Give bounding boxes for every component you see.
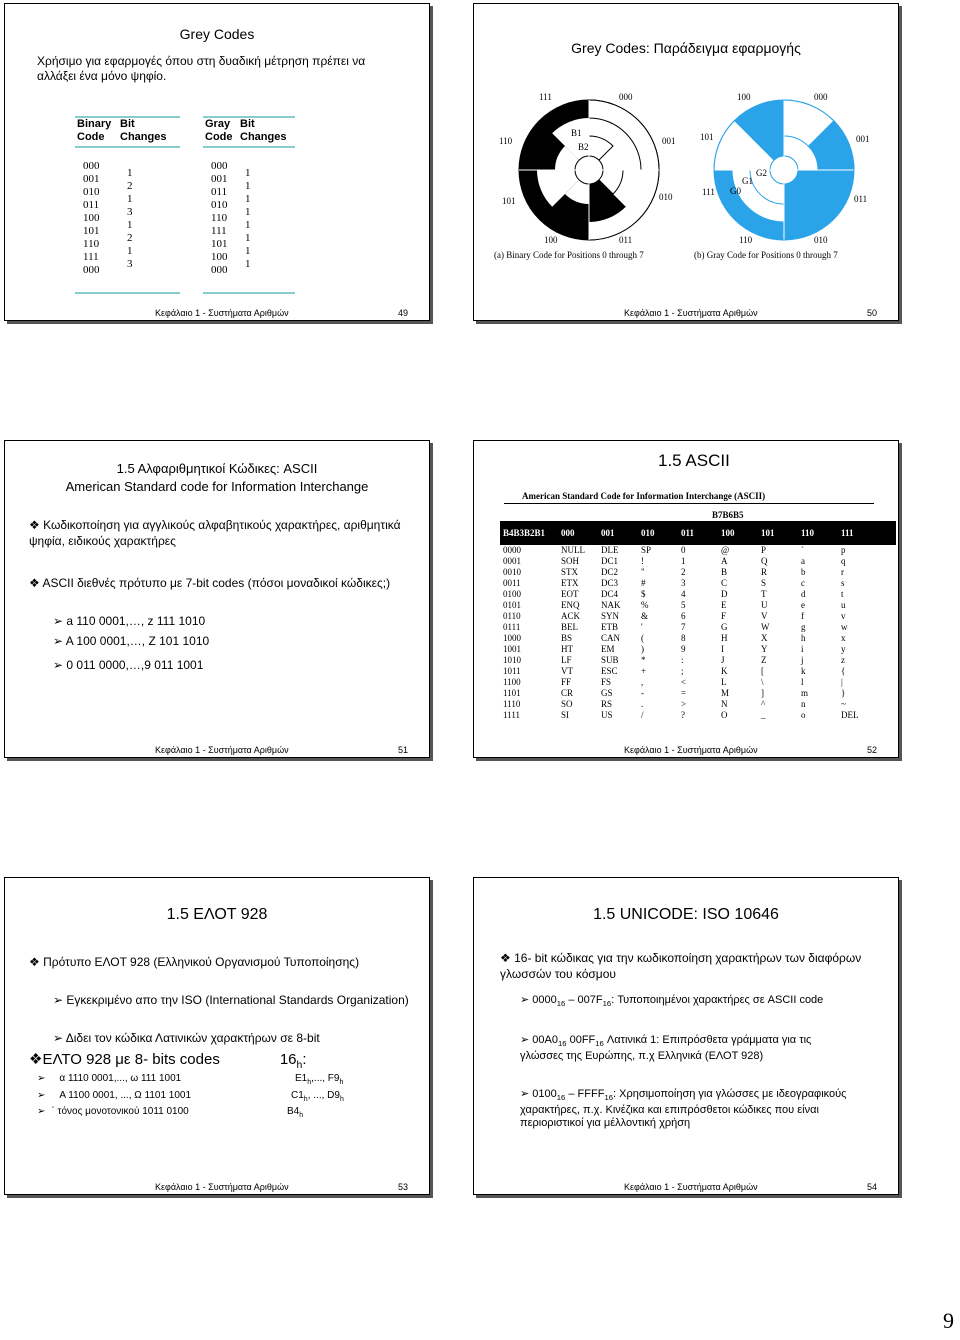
table-cell: SI: [561, 709, 570, 720]
diamond-bullet-icon: ❖: [29, 1051, 43, 1068]
table-cell: 1100: [503, 676, 521, 687]
binary-code: 001: [83, 173, 100, 185]
table-cell: ,: [641, 676, 644, 687]
table-cell: %: [641, 599, 649, 610]
table-cell: e: [801, 599, 805, 610]
table-cell: S: [761, 577, 767, 588]
table-row: [500, 599, 878, 610]
table-cell: ENQ: [561, 599, 580, 610]
table-cell: Q: [761, 555, 768, 566]
table-cell: 0111: [503, 621, 521, 632]
table-row: [500, 588, 878, 599]
gray-code: 001: [211, 173, 228, 185]
table-cell: H: [721, 632, 728, 643]
slide-53: [4, 877, 430, 1195]
table-cell: :: [681, 654, 684, 665]
bullet-item: ❖ Πρότυπο ΕΛΟΤ 928 (Ελληνικού Οργανισμού Τυποποίησης): [29, 955, 360, 969]
table-cell: B: [721, 566, 728, 577]
table-cell: 6: [681, 610, 686, 621]
table-row: [500, 544, 878, 555]
gray-code: 011: [211, 186, 228, 198]
diamond-bullet-icon: ❖: [29, 576, 43, 590]
footer-chapter: Κεφάλαιο 1 - Συστήματα Αριθμών: [155, 1182, 289, 1192]
table-row: [500, 555, 878, 566]
col-header: 100: [721, 527, 735, 538]
bit-label: G1: [742, 176, 753, 186]
gray-code: 010: [211, 199, 228, 211]
table-cell: k: [801, 665, 806, 676]
col-header: 011: [681, 527, 695, 538]
table-cell: v: [841, 610, 846, 621]
col-header: 010: [641, 527, 655, 538]
bullet-item: ❖ ASCII διεθνές πρότυπο με 7-bit codes (πόσοι μοναδικοί κώδικες;): [29, 576, 391, 590]
binary-code: 000: [83, 264, 100, 276]
wheel-label: 100: [737, 92, 751, 102]
slide-50: [473, 3, 899, 321]
table-cell: 0011: [503, 577, 521, 588]
table-cell: NAK: [601, 599, 621, 610]
table-cell: Z: [761, 654, 767, 665]
footer-chapter: Κεφάλαιο 1 - Συστήματα Αριθμών: [155, 745, 289, 755]
table-cell: j: [801, 654, 804, 665]
table-row: [500, 676, 878, 687]
table-cell: EM: [601, 643, 615, 654]
wheel-label: 101: [700, 132, 714, 142]
footer-page: 52: [867, 745, 878, 755]
table-cell: X: [761, 632, 768, 643]
table-cell: ?: [681, 709, 685, 720]
table-cell: 9: [681, 643, 686, 654]
table-row: [500, 687, 878, 698]
binary-code: 010: [83, 186, 100, 198]
bit-label: G0: [730, 186, 741, 196]
table-cell: Y: [761, 643, 768, 654]
table-cell: 1001: [503, 643, 521, 654]
col-header: Gray Code: [205, 118, 233, 143]
table-cell: m: [801, 687, 809, 698]
table-cell: DC2: [601, 566, 619, 577]
table-cell: 0101: [503, 599, 521, 610]
slide-49: [4, 3, 430, 321]
table-cell: 1011: [503, 665, 521, 676]
table-cell: 1: [681, 555, 686, 566]
wheel-label: 110: [739, 235, 753, 245]
footer-page: 51: [398, 745, 409, 755]
table-cell: CR: [561, 687, 574, 698]
table-cell: 8: [681, 632, 686, 643]
sub-item: ➢ a 110 0001,…, z 111 1010: [53, 614, 206, 628]
table-cell: f: [801, 610, 804, 621]
slide-title: Grey Codes: [179, 26, 255, 42]
binary-code: 100: [83, 212, 100, 224]
bit-change: 3: [127, 258, 133, 270]
col-header: Bit Changes: [120, 118, 167, 143]
table-cell: g: [801, 621, 806, 632]
gray-code: 110: [211, 212, 228, 224]
table-cell: ESC: [601, 665, 618, 676]
table-cell: V: [761, 610, 768, 621]
footer-page: 50: [867, 308, 878, 318]
table-cell: -: [641, 687, 644, 698]
table-cell: D: [721, 588, 728, 599]
table-cell: HT: [561, 643, 573, 654]
slide-description: Χρήσιμο για εφαρμογές όπου στη δυαδική μέτρηση πρέπει να αλλάξει ένα μόνο ψηφίο.: [37, 54, 366, 83]
slide-52: [473, 440, 899, 758]
table-cell: !: [641, 555, 644, 566]
page-number: 9: [943, 1308, 954, 1333]
table-cell: s: [841, 577, 845, 588]
slide-54: [473, 877, 899, 1195]
table-cell: ": [641, 566, 645, 577]
table-cell: P: [761, 544, 767, 555]
table-cell: 2: [681, 566, 686, 577]
table-cell: SO: [561, 698, 573, 709]
table-cell: DC3: [601, 577, 619, 588]
table-cell: ;: [681, 665, 684, 676]
bit-change: 3: [127, 206, 133, 218]
table-row: [500, 632, 878, 643]
table-cell: 7: [681, 621, 686, 632]
col-group-header: B7B6B5: [712, 510, 744, 520]
table-cell: \: [761, 676, 764, 687]
table-cell: o: [801, 709, 806, 720]
table-cell: l: [801, 676, 804, 687]
table-cell: r: [841, 566, 844, 577]
diamond-bullet-icon: ❖: [500, 951, 515, 965]
table-cell: L: [721, 676, 727, 687]
sub-item: ➢ 0 011 0000,…,9 011 1001: [53, 658, 204, 672]
table-cell: 1010: [503, 654, 521, 665]
ascii-table: [500, 527, 878, 720]
table-cell: 4: [681, 588, 686, 599]
table-cell: t: [841, 588, 844, 599]
bit-change: 1: [127, 219, 133, 231]
bit-label: B1: [571, 128, 582, 138]
table-cell: FF: [561, 676, 572, 687]
footer-page: 49: [398, 308, 409, 318]
bullet-item: ❖ Κωδικοποίηση για αγγλικούς αλφαβητικούς χαρακτήρες, αριθμητικά ψηφία, ειδικούς χαρακτήρες: [29, 518, 401, 548]
slide-subtitle: American Standard Code for Information Interchange (ASCII): [522, 491, 766, 501]
table-cell: >: [681, 698, 687, 709]
table-cell: 0100: [503, 588, 521, 599]
table-cell: 5: [681, 599, 686, 610]
wheel-label: 010: [814, 235, 828, 245]
table-cell: p: [841, 544, 846, 555]
col-header: 001: [601, 527, 615, 538]
table-cell: 1000: [503, 632, 521, 643]
slide-subtitle: American Standard code for Information Interchange: [65, 479, 369, 494]
table-cell: ACK: [561, 610, 581, 621]
gray-code-table: [75, 116, 295, 296]
slide-51: [4, 440, 430, 758]
bit-change: 2: [127, 180, 133, 192]
bit-change: 2: [127, 232, 133, 244]
table-cell: $: [641, 588, 646, 599]
table-cell: =: [681, 687, 687, 698]
footer-page: 53: [398, 1182, 409, 1192]
table-cell: y: [841, 643, 846, 654]
table-cell: 1101: [503, 687, 521, 698]
table-cell: ]: [761, 687, 764, 698]
table-cell: DC4: [601, 588, 619, 599]
col-header: Binary Code: [77, 118, 112, 143]
table-cell: BS: [561, 632, 573, 643]
sub-item: ➢ $00A0_{16}$ $00FF_{16}$ Λατινικά 1: Επιπρόσθετα γράμματα για τις γλώσσες της Ευρώπης, π.χ Ελληνικά (ΕΛΟΤ 928): [520, 1034, 812, 1063]
table-cell: CAN: [601, 632, 621, 643]
table-cell: |: [841, 676, 843, 687]
table-cell: [: [761, 665, 764, 676]
arrow-bullet-icon: ➢: [53, 634, 66, 648]
table-row: [500, 709, 878, 720]
wheel-label: 100: [544, 235, 558, 245]
bit-change: 1: [245, 219, 251, 231]
table-cell: NULL: [561, 544, 585, 555]
sub-item: ➢ Εγκεκριμένο απο την ISO (International Standards Organization): [53, 993, 409, 1007]
footer-chapter: Κεφάλαιο 1 - Συστήματα Αριθμών: [624, 745, 758, 755]
table-row: [500, 566, 878, 577]
slide-title: 1.5 ΕΛΟΤ 928: [166, 906, 268, 923]
table-cell: `: [801, 544, 804, 555]
table-cell: z: [841, 654, 845, 665]
table-cell: <: [681, 676, 687, 687]
bit-change: 1: [245, 258, 251, 270]
table-cell: 3: [681, 577, 686, 588]
arrow-bullet-icon: ➢: [520, 1034, 533, 1046]
binary-code: 000: [83, 160, 100, 172]
table-cell: SOH: [561, 555, 580, 566]
bit-change: 1: [127, 193, 133, 205]
bit-label: B2: [578, 142, 589, 152]
table-cell: h: [801, 632, 806, 643]
table-cell: 1110: [503, 698, 521, 709]
binary-code: 110: [83, 238, 100, 250]
table-row: [500, 698, 878, 709]
encoder-wheels-figure: [494, 88, 894, 263]
table-row: [500, 643, 878, 654]
wheel-label: 010: [659, 192, 673, 202]
table-cell: C: [721, 577, 728, 588]
table-cell: *: [641, 654, 646, 665]
slide-title: 1.5 UNICODE: ISO 10646: [593, 906, 779, 923]
table-cell: u: [841, 599, 846, 610]
table-cell: O: [721, 709, 728, 720]
code-row: ➢ α 1110 0001,..., ω 111 1001 $E1_h$,..., $F9_h$: [37, 1073, 344, 1086]
col-header: 110: [801, 527, 815, 538]
arrow-bullet-icon: ➢: [520, 994, 533, 1006]
table-cell: G: [721, 621, 728, 632]
table-cell: E: [721, 599, 727, 610]
table-cell: F: [721, 610, 727, 621]
bullet-item: ❖ΕΛΤΟ 928 με 8- bits codes $16_h$:: [29, 1051, 307, 1071]
table-cell: DEL: [841, 709, 859, 720]
table-cell: LF: [561, 654, 572, 665]
col-header: 101: [761, 527, 775, 538]
diamond-bullet-icon: ❖: [29, 955, 44, 969]
caption-a: (a) Binary Code for Positions 0 through 7: [494, 250, 644, 260]
table-cell: }: [841, 687, 846, 698]
footer-page: 54: [867, 1182, 878, 1192]
bit-change: 1: [245, 180, 251, 192]
table-cell: ~: [841, 698, 846, 709]
table-cell: ': [641, 621, 643, 632]
table-cell: /: [641, 709, 644, 720]
table-cell: U: [761, 599, 768, 610]
bullet-item: ❖ 16- bit κώδικας για την κωδικοποίηση χαρακτήρων των διαφόρων γλωσσών του κόσμου: [500, 951, 862, 981]
bit-label: B0: [561, 112, 572, 122]
table-cell: 0000: [503, 544, 521, 555]
table-cell: 0: [681, 544, 686, 555]
binary-code: 101: [83, 225, 100, 237]
table-cell: w: [841, 621, 848, 632]
sub-item: ➢ A 100 0001,…, Z 101 1010: [53, 634, 210, 648]
table-cell: DC1: [601, 555, 619, 566]
table-cell: @: [721, 544, 730, 555]
table-cell: GS: [601, 687, 613, 698]
wheel-label: 000: [814, 92, 828, 102]
wheel-label: 000: [619, 92, 633, 102]
col-header: 111: [841, 527, 854, 538]
caption-b: (b) Gray Code for Positions 0 through 7: [694, 250, 838, 260]
row-group-header: B4B3B2B1: [503, 527, 546, 538]
slide-title: 1.5 ASCII: [658, 451, 730, 470]
wheel-label: 001: [856, 134, 870, 144]
bit-label: G2: [756, 168, 767, 178]
table-cell: SYN: [601, 610, 620, 621]
table-row: [500, 621, 878, 632]
col-header: Bit Changes: [240, 118, 287, 143]
slide-title: 1.5 Αλφαριθμητικοί Κώδικες: ASCII: [116, 461, 318, 476]
table-cell: SP: [641, 544, 652, 555]
arrow-bullet-icon: ➢: [53, 993, 67, 1007]
gray-code: 101: [211, 238, 228, 250]
table-cell: 0001: [503, 555, 521, 566]
arrow-bullet-icon: ➢: [37, 1106, 46, 1117]
table-cell: 0010: [503, 566, 521, 577]
table-cell: d: [801, 588, 806, 599]
table-cell: c: [801, 577, 805, 588]
table-cell: 1111: [503, 709, 520, 720]
wheel-label: 111: [702, 187, 715, 197]
table-cell: M: [721, 687, 730, 698]
table-cell: DLE: [601, 544, 619, 555]
footer-chapter: Κεφάλαιο 1 - Συστήματα Αριθμών: [155, 308, 289, 318]
footer-chapter: Κεφάλαιο 1 - Συστήματα Αριθμών: [624, 1182, 758, 1192]
slide-title: Grey Codes: Παράδειγμα εφαρμογής: [571, 40, 801, 56]
table-cell: a: [801, 555, 805, 566]
wheel-label: 101: [502, 196, 516, 206]
arrow-bullet-icon: ➢: [53, 1031, 66, 1045]
sub-item: ➢ $0100_{16}$ – $FFFF_{16}$: Χρησιμοποίηση για γλώσσες με ιδεογραφικούς χαρακτήρες, π.χ. Κινέζικα και επιπρόσθετοι κώδικες που είναι περιοριστικοί για μέλλοντική χρήση: [520, 1088, 847, 1130]
arrow-bullet-icon: ➢: [53, 658, 67, 672]
table-cell: x: [841, 632, 846, 643]
gray-code: 111: [211, 225, 227, 237]
wheel-label: 011: [619, 235, 633, 245]
bit-change: 1: [127, 167, 133, 179]
table-cell: A: [721, 555, 728, 566]
table-cell: &: [641, 610, 649, 621]
table-row: [500, 665, 878, 676]
table-row: [500, 610, 878, 621]
wheel-label: 111: [539, 92, 552, 102]
bit-change: 1: [127, 245, 133, 257]
binary-code: 111: [83, 251, 99, 263]
col-header: 000: [561, 527, 575, 538]
table-cell: ETB: [601, 621, 618, 632]
bit-change: 1: [245, 206, 251, 218]
wheel-label: 001: [662, 136, 676, 146]
table-cell: T: [761, 588, 767, 599]
diamond-bullet-icon: ❖: [29, 518, 44, 532]
table-cell: K: [721, 665, 728, 676]
table-cell: i: [801, 643, 804, 654]
code-row: ➢ Α 1100 0001, ..., Ω 1101 1001 $C1_h$, ..., $D9_h$: [37, 1090, 344, 1103]
table-cell: q: [841, 555, 846, 566]
table-cell: ): [641, 643, 644, 654]
bit-change: 1: [245, 193, 251, 205]
table-cell: {: [841, 665, 846, 676]
table-cell: J: [721, 654, 725, 665]
table-cell: EOT: [561, 588, 579, 599]
wheel-label: 011: [854, 194, 868, 204]
table-cell: SUB: [601, 654, 619, 665]
wheel-label: 110: [499, 136, 513, 146]
table-cell: 0110: [503, 610, 521, 621]
bit-change: 1: [245, 232, 251, 244]
sub-item: ➢ $0000_{16} - 007F_{16}$: Τυποποιημένοι χαρακτήρες σε ASCII code: [520, 994, 824, 1009]
table-cell: BEL: [561, 621, 578, 632]
gray-code: 000: [211, 160, 228, 172]
table-cell: (: [641, 632, 644, 643]
table-cell: US: [601, 709, 613, 720]
table-cell: FS: [601, 676, 612, 687]
gray-code: 000: [211, 264, 228, 276]
table-cell: +: [641, 665, 647, 676]
table-row: [500, 577, 878, 588]
table-cell: RS: [601, 698, 613, 709]
table-cell: _: [761, 709, 766, 720]
code-row: ➢ ΄ τόνος μονοτονικού 1011 0100 $B4_h$: [37, 1106, 304, 1119]
table-cell: b: [801, 566, 806, 577]
table-cell: N: [721, 698, 728, 709]
sub-item: ➢ Διδει τον κώδικα Λατινικών χαρακτήρων σε 8-bit: [53, 1031, 320, 1045]
table-cell: VT: [561, 665, 573, 676]
table-cell: I: [721, 643, 724, 654]
binary-code: 011: [83, 199, 100, 211]
footer-chapter: Κεφάλαιο 1 - Συστήματα Αριθμών: [624, 308, 758, 318]
bit-change: 1: [245, 167, 251, 179]
arrow-bullet-icon: ➢: [37, 1090, 46, 1101]
table-row: [500, 654, 878, 665]
arrow-bullet-icon: ➢: [53, 614, 67, 628]
table-cell: n: [801, 698, 806, 709]
table-cell: ETX: [561, 577, 579, 588]
gray-code: 100: [211, 251, 228, 263]
table-cell: W: [761, 621, 770, 632]
arrow-bullet-icon: ➢: [37, 1073, 46, 1084]
table-cell: #: [641, 577, 646, 588]
table-cell: .: [641, 698, 644, 709]
table-cell: STX: [561, 566, 579, 577]
arrow-bullet-icon: ➢: [520, 1088, 533, 1100]
table-cell: ^: [761, 698, 766, 709]
bit-change: 1: [245, 245, 251, 257]
table-cell: R: [761, 566, 768, 577]
